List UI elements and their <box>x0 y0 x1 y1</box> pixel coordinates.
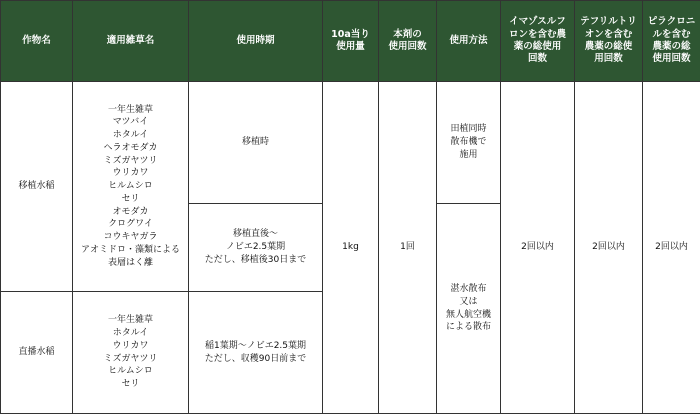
timing-direct: 稲1葉期～ノビエ2.5葉期 ただし、収穫90日前まで <box>189 292 323 414</box>
crop-direct: 直播水稲 <box>1 292 73 414</box>
header-timing: 使用時期 <box>189 1 323 82</box>
method-simultaneous: 田植同時 散布機で 施用 <box>437 82 501 204</box>
amount-cell: 1kg <box>323 82 379 414</box>
timing-transplant-after: 移植直後～ ノビエ2.5葉期 ただし、移植後30日まで <box>189 204 323 292</box>
total-tefuryltrione: 2回以内 <box>575 82 643 414</box>
header-weeds: 適用雑草名 <box>73 1 189 82</box>
header-row <box>1 1 700 82</box>
header-pyraclonil-total: ピラクロニ ルを含む 農薬の総 使用回数 <box>643 1 700 82</box>
crop-transplant: 移植水稲 <box>1 82 73 292</box>
weeds-transplant: 一年生雑草 マツバイ ホタルイ ヘラオモダカ ミズガヤツリ ウリカワ ヒルムシロ セリ オモダカ クログワイ コウキヤガラ アオミドロ・藻類による 表層はく離 <box>73 82 189 292</box>
uses-cell: 1回 <box>379 82 437 414</box>
header-tefuryltrione-total: テフリルトリ オンを含む 農薬の総使 用回数 <box>575 1 643 82</box>
header-crop: 作物名 <box>1 1 73 82</box>
header-imazosulfuron-total: イマゾスルフ ロンを含む農 薬の総使用 回数 <box>501 1 575 82</box>
total-pyraclonil: 2回以内 <box>643 82 700 414</box>
header-amount: 10a当り 使用量 <box>323 1 379 82</box>
table-row <box>1 82 700 204</box>
total-imazosulfuron: 2回以内 <box>501 82 575 414</box>
header-method: 使用方法 <box>437 1 501 82</box>
header-uses: 本剤の 使用回数 <box>379 1 437 82</box>
method-flooded: 湛水散布 又は 無人航空機 による散布 <box>437 204 501 414</box>
weeds-direct: 一年生雑草 ホタルイ ウリカワ ミズガヤツリ ヒルムシロ セリ <box>73 292 189 414</box>
timing-transplant-at: 移植時 <box>189 82 323 204</box>
